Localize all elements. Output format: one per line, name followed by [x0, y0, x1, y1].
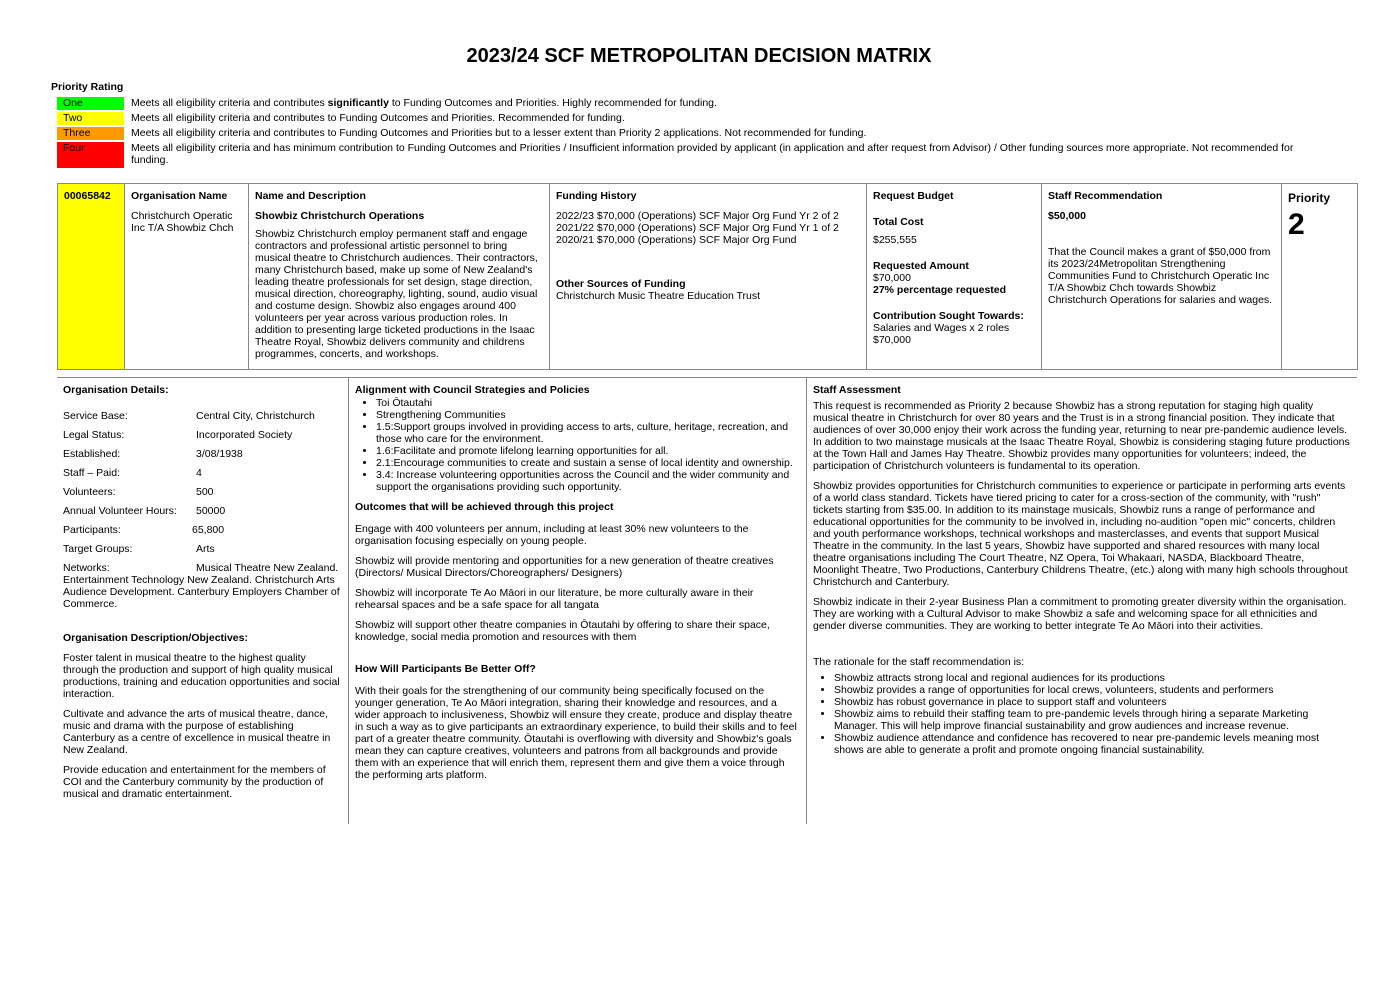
staff-assessment-column [806, 378, 1357, 824]
detail-label: Legal Status: [63, 429, 125, 441]
description-cell [249, 184, 550, 370]
alignment-list [355, 397, 800, 493]
assessment-paragraph: Showbiz provides opportunities for Christchurch communities to experience or participate in performing arts events of a world class standard. Tickets have tiered pricing to cater for a cross-section of the community, with "rush" tickets starting from $35.00. In addition to its mainstage musicals, Showbiz runs a range of performance and educational opportunities for the community to be involved in, including no-audition "open mic" concerts, children and youth performance workshops, technical workshops and masterclasses, and events that support Musical Theatre in the community. In the last 5 years, Showbiz have supported and shared resources with many local theatre organisations including The Court Theatre, NZ Opera, Toi Whakaari, NASDA, Blackboard Theatre, Moonlight Theatre, Two Productions, Canterbury Childrens Theatre, (etc.) along with many high schools throughout Christchurch and Canterbury. [813, 480, 1348, 588]
detail-label: Established: [63, 448, 121, 460]
networks-label: Networks: [63, 562, 110, 574]
requested-percentage: 27% percentage requested [873, 284, 1007, 296]
total-cost-label: Total Cost [873, 216, 924, 228]
detail-value: 4 [196, 467, 202, 479]
outcome-paragraph: Engage with 400 volunteers per annum, including at least 30% new volunteers to the organisation focusing especially on young people. [355, 523, 749, 547]
rationale-list [813, 672, 1351, 756]
other-sources-heading: Other Sources of Funding [556, 278, 686, 290]
alignment-column [348, 378, 806, 824]
funding-history-heading: Funding History [556, 190, 637, 202]
assessment-paragraph: This request is recommended as Priority 2 because Showbiz has a strong reputation for staging high quality musical theatre in Christchurch for over 80 years and the Trust is in a strong financial position. They indicate that audiences of over 30,000 enjoy their work across the funding year, returning to near pre-pandemic audience levels. In addition to two mainstage musicals at the Isaac Theatre Royal, Showbiz is considering staging future productions at the Town Hall and James Hay Theatre. Showbiz provides many opportunities for volunteers; indeed, the participation of Christchurch volunteers is fundamental to its operation. [813, 400, 1350, 472]
legend-row-three [57, 127, 1317, 140]
objective-paragraph: Cultivate and advance the arts of musical theatre, dance, music and drama with the purpose of establishing Canterbury as a centre of excellence in musical theatre in New Zealand. [63, 708, 331, 756]
staff-assessment-heading: Staff Assessment [813, 384, 901, 396]
better-off-paragraph: With their goals for the strengthening of our community being specifically focused on the younger generation, Te Ao Māori integration, sharing their knowledge and resources, and a wider approach to inclusiveness, Showbiz will ensure they create, produce and display theatre in such a way as to give participants an extraordinary experience, to build their skills and to feel part of a greater theatre community. Ōtautahi is overflowing with diversity and Showbiz's goals mean they can capture creatives, volunteers and patrons from all backgrounds and provide them with an experience that will enrich them, represent them and give them a voice through the performing arts platform. [355, 685, 797, 781]
detail-row [63, 524, 342, 536]
funding-history-cell [550, 184, 867, 370]
legend-swatch-two: Two [57, 112, 124, 125]
detail-value: Arts [196, 543, 215, 555]
list-item: • Showbiz has robust governance in place to support staff and volunteers [834, 696, 1351, 708]
assessment-paragraph: Showbiz indicate in their 2-year Business Plan a commitment to promoting greater diversity within the organisation. They are working with a Cultural Advisor to make Showbiz a safe and welcoming space for all ethnicities and gender diverse communities. They are working to better integrate Te Ao Māori into their activities. [813, 596, 1347, 632]
outcome-paragraph: Showbiz will incorporate Te Ao Māori in our literature, be more culturally aware in their rehearsal spaces and be a safe space for all tangata [355, 587, 754, 611]
priority-cell [1282, 184, 1358, 370]
staff-recommendation-heading: Staff Recommendation [1048, 190, 1163, 202]
priority-legend [57, 97, 1317, 170]
list-item: • Toi Ōtautahi [376, 397, 800, 409]
detail-label: Participants: [63, 524, 121, 536]
detail-value: Central City, Christchurch [196, 410, 315, 422]
detail-value: 500 [196, 486, 214, 498]
request-budget-cell [867, 184, 1042, 370]
outcome-paragraph: Showbiz will provide mentoring and opportunities for a new generation of theatre creatives (Directors/ Musical Directors/Choreographers/ Designers) [355, 555, 774, 579]
application-id: 00065842 [64, 190, 111, 202]
networks [63, 562, 342, 610]
legend-swatch-four: Four [57, 142, 124, 168]
funding-history-item: 2020/21 $70,000 (Operations) SCF Major Org Fund [556, 234, 797, 246]
contribution-description: Salaries and Wages x 2 roles [873, 322, 1010, 334]
legend-text-one: Meets all eligibility criteria and contributes significantly to Funding Outcomes and Priorities. Highly recommended for funding. [131, 97, 717, 109]
detail-row [63, 543, 342, 555]
org-name-heading: Organisation Name [131, 190, 228, 202]
org-name: Christchurch Operatic Inc T/A Showbiz Chch [131, 210, 234, 234]
detail-value: 65,800 [192, 524, 225, 536]
page-title: 2023/24 SCF METROPOLITAN DECISION MATRIX [466, 45, 932, 67]
other-sources: Christchurch Music Theatre Education Trust [556, 290, 761, 302]
contribution-amount: $70,000 [873, 334, 911, 346]
application-id-cell [58, 184, 125, 370]
list-item: • 1.5:Support groups involved in providing access to arts, culture, heritage, recreation, and those who care for the environment. [376, 421, 800, 445]
requested-amount: $70,000 [873, 272, 911, 284]
list-item: • Showbiz aims to rebuild their staffing team to pre-pandemic levels through hiring a separate Marketing Manager. This will help improve financial sustainability and grow audiences and increase revenue. [834, 708, 1351, 732]
objectives-heading: Organisation Description/Objectives: [63, 632, 248, 644]
recommendation-amount: $50,000 [1048, 210, 1086, 222]
funding-history-item: 2021/22 $70,000 (Operations) SCF Major Org Fund Yr 1 of 2 [556, 222, 839, 234]
legend-text-three: Meets all eligibility criteria and contributes to Funding Outcomes and Priorities but to a lesser extent than Priority 2 applications. Not recommended for funding. [131, 127, 867, 139]
networks-value: Musical Theatre New Zealand. Entertainment Technology New Zealand. Christchurch Arts Audience Development. Canterbury Employers Chamber of Commerce. [63, 562, 340, 610]
detail-label: Annual Volunteer Hours: [63, 505, 177, 517]
assessment-section [57, 377, 1357, 824]
project-description: Showbiz Christchurch employ permanent staff and engage contractors and professional artistic personnel to bring musical theatre to Christchurch audiences. Their contractors, many Christchurch based, make up some of New Zealand's leading theatre professionals for set design, stage direction, musical direction, choreography, lighting, sound, audio visual and costume design. Showbiz also engages around 400 volunteers per year across various production roles. In addition to presenting large ticketed productions in the Isaac Theatre Royal, Showbiz delivers community and childrens programmes, concerts, and workshops. [255, 228, 538, 360]
org-name-cell [125, 184, 249, 370]
detail-label: Service Base: [63, 410, 128, 422]
legend-row-one [57, 97, 1317, 110]
detail-label: Target Groups: [63, 543, 133, 555]
legend-text-four: Meets all eligibility criteria and has minimum contribution to Funding Outcomes and Priorities / Insufficient information provided by applicant (in application and after request from Advisor) / Other funding sources more appropriate. Not recommended for funding. [131, 142, 1294, 166]
legend-swatch-one: One [57, 97, 124, 110]
list-item: • Showbiz provides a range of opportunities for local crews, volunteers, students and performers [834, 684, 1351, 696]
project-name: Showbiz Christchurch Operations [255, 210, 425, 222]
requested-amount-label: Requested Amount [873, 260, 969, 272]
list-item: • Strengthening Communities [376, 409, 800, 421]
list-item: • Showbiz audience attendance and confidence has recovered to near pre-pandemic levels meaning most shows are able to generate a profit and promote ongoing financial sustainability. [834, 732, 1351, 756]
detail-row [63, 486, 342, 498]
list-item: • 3.4: Increase volunteering opportunities across the Council and the wider community and support the organisations providing such opportunity. [376, 469, 800, 493]
legend-swatch-three: Three [57, 127, 124, 140]
detail-label: Staff – Paid: [63, 467, 121, 479]
org-details-heading: Organisation Details: [63, 384, 169, 396]
total-cost: $255,555 [873, 234, 917, 246]
list-item: • Showbiz attracts strong local and regional audiences for its productions [834, 672, 1351, 684]
list-item: • 1.6:Facilitate and promote lifelong learning opportunities for all. [376, 445, 800, 457]
funding-history-item: 2022/23 $70,000 (Operations) SCF Major Org Fund Yr 2 of 2 [556, 210, 839, 222]
detail-value: 3/08/1938 [196, 448, 243, 460]
priority-rating-heading: Priority Rating [51, 81, 124, 93]
detail-value: Incorporated Society [196, 429, 293, 441]
objective-paragraph: Foster talent in musical theatre to the highest quality through the production and support of high quality musical productions, training and education opportunities and social interaction. [63, 652, 340, 700]
detail-row [63, 448, 342, 460]
legend-row-four [57, 142, 1317, 168]
rationale-intro: The rationale for the staff recommendation is: [813, 656, 1025, 668]
description-heading: Name and Description [255, 190, 366, 202]
recommendation-text: That the Council makes a grant of $50,000 from its 2023/24Metropolitan Strengthening Communities Fund to Christchurch Operatic Inc T/A Showbiz Chch towards Showbiz Christchurch Operations for salaries and wages. [1048, 246, 1273, 306]
objective-paragraph: Provide education and entertainment for the members of COI and the Canterbury community by the production of musical and dramatic entertainment. [63, 764, 326, 800]
better-off-heading: How Will Participants Be Better Off? [355, 663, 536, 675]
detail-label: Volunteers: [63, 486, 116, 498]
outcomes-heading: Outcomes that will be achieved through this project [355, 501, 614, 513]
application-summary-table [57, 183, 1358, 370]
detail-value: 50000 [196, 505, 226, 517]
staff-recommendation-cell [1042, 184, 1282, 370]
priority-heading: Priority [1288, 191, 1331, 205]
legend-text-two: Meets all eligibility criteria and contributes to Funding Outcomes and Priorities. Recommended for funding. [131, 112, 625, 124]
alignment-heading: Alignment with Council Strategies and Policies [355, 384, 590, 396]
org-details-list [63, 410, 342, 555]
request-budget-heading: Request Budget [873, 190, 954, 202]
legend-row-two [57, 112, 1317, 125]
contribution-label: Contribution Sought Towards: [873, 310, 1024, 322]
outcome-paragraph: Showbiz will support other theatre companies in Ōtautahi by offering to share their space, knowledge, social media promotion and resources with them [355, 619, 770, 643]
list-item: • 2.1:Encourage communities to create and sustain a sense of local identity and ownership. [376, 457, 800, 469]
priority-value: 2 [1288, 208, 1305, 241]
detail-row [63, 410, 342, 422]
org-details-column [57, 378, 348, 824]
detail-row [63, 429, 342, 441]
detail-row [63, 505, 342, 517]
detail-row [63, 467, 342, 479]
